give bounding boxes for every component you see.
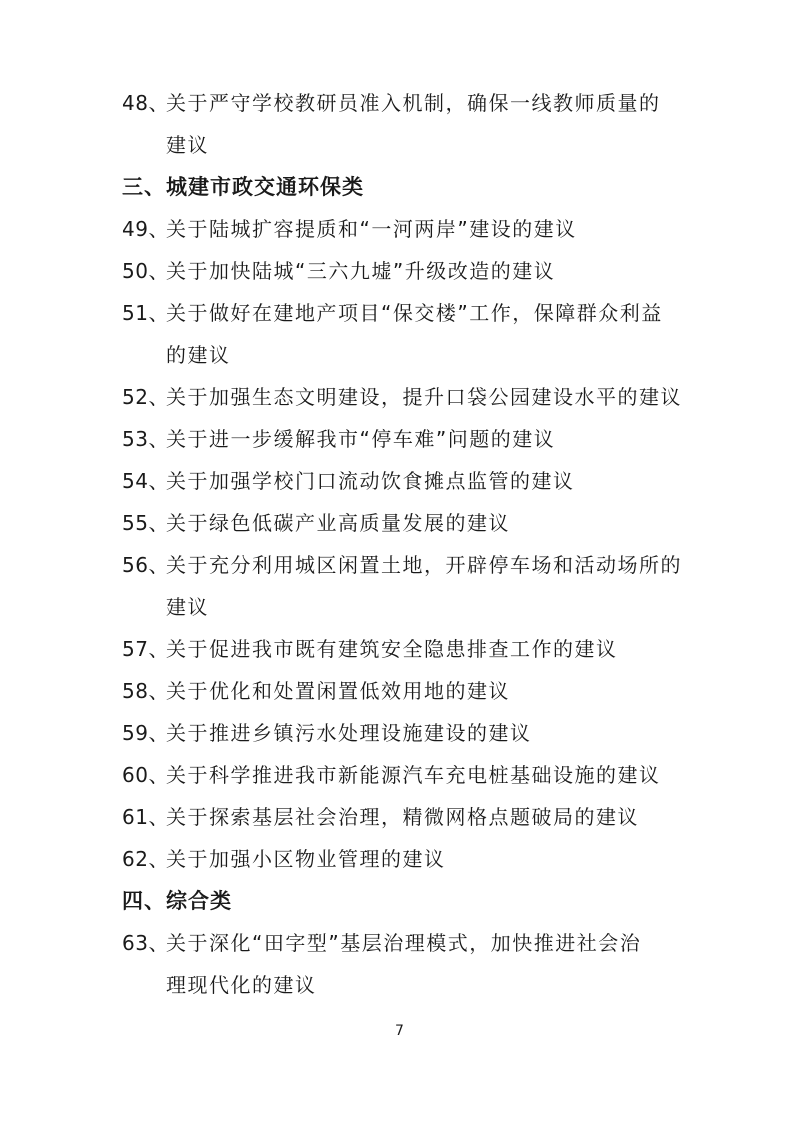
item-text: 关于充分利用城区闲置土地，开辟停车场和活动场所的 (166, 553, 682, 577)
section-heading: 三、城建市政交通环保类 (122, 175, 364, 199)
item-number: 59、 (122, 721, 169, 745)
item-text: 关于加强小区物业管理的建议 (166, 847, 446, 871)
item-number: 50、 (122, 259, 169, 283)
item-number: 52、 (122, 385, 169, 409)
item-number: 62、 (122, 847, 169, 871)
item-text: 关于绿色低碳产业高质量发展的建议 (166, 511, 510, 535)
item-text: 关于陆城扩容提质和“一河两岸”建设的建议 (166, 217, 577, 241)
item-number: 48、 (122, 91, 169, 115)
item-text: 关于优化和处置闲置低效用地的建议 (166, 679, 510, 703)
section-heading: 四、综合类 (122, 889, 232, 913)
item-number: 53、 (122, 427, 169, 451)
item-text: 关于加强学校门口流动饮食摊点监管的建议 (166, 469, 575, 493)
item-number: 56、 (122, 553, 169, 577)
item-text: 关于科学推进我市新能源汽车充电桩基础设施的建议 (166, 763, 661, 787)
item-text: 关于做好在建地产项目“保交楼”工作，保障群众利益 (166, 301, 663, 325)
item-text-continued: 理现代化的建议 (166, 973, 317, 997)
item-text: 关于进一步缓解我市“停车难”问题的建议 (166, 427, 556, 451)
item-number: 57、 (122, 637, 169, 661)
item-text-continued: 建议 (166, 133, 209, 157)
item-text: 关于探索基层社会治理，精微网格点题破局的建议 (166, 805, 639, 829)
item-number: 58、 (122, 679, 169, 703)
item-number: 51、 (122, 301, 169, 325)
item-text: 关于加快陆城“三六九墟”升级改造的建议 (166, 259, 556, 283)
item-number: 55、 (122, 511, 169, 535)
item-text-continued: 建议 (166, 595, 209, 619)
item-text: 关于严守学校教研员准入机制，确保一线教师质量的 (166, 91, 661, 115)
item-number: 60、 (122, 763, 169, 787)
item-number: 49、 (122, 217, 169, 241)
item-text: 关于加强生态文明建设，提升口袋公园建设水平的建议 (166, 385, 682, 409)
item-text: 关于深化“田字型”基层治理模式，加快推进社会治 (166, 931, 642, 955)
item-text: 关于促进我市既有建筑安全隐患排查工作的建议 (166, 637, 618, 661)
item-number: 54、 (122, 469, 169, 493)
item-number: 63、 (122, 931, 169, 955)
item-number: 61、 (122, 805, 169, 829)
page-number: 7 (395, 1023, 404, 1039)
item-text-continued: 的建议 (166, 343, 231, 367)
item-text: 关于推进乡镇污水处理设施建设的建议 (166, 721, 532, 745)
